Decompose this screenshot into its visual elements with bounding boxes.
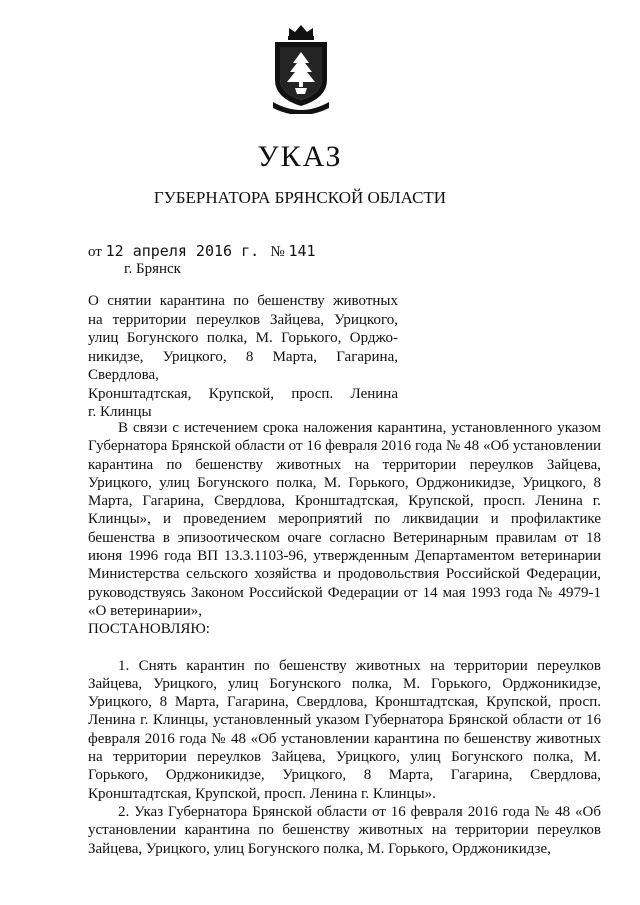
item-1-paragraph: 1. Снять карантин по бешенству животных на территории переулков Зайцева, Урицкого, улиц Богунского полка, М. Горького, Орджоникидзе, Урицкого, 8 Марта, Гагарина, Свердлова, Кронштадтская, Крупской, просп. Ленина г. Клинцы, установленный указом Губернатора Брянской области от 16 февраля 2016 года № 48 «Об установлении карантина по бешенству животных на территории переулков Зайцева, Урицкого, улиц Богунского полка, М. Горького, Орджоникидзе, Урицкого, 8 Марта, Гагарина, Свердлова, Кронштадтская, Крупской, просп. Ленина г. Клинцы». bbox=[88, 657, 601, 802]
item-2-paragraph: 2. Указ Губернатора Брянской области от 16 февраля 2016 года № 48 «Об установлении карантина по бешенству животных на территории переулков Зайцева, Урицкого, улиц Богунского полка, М. Горького, Орджоникидзе, bbox=[88, 803, 601, 857]
subject-line: г. Клинцы bbox=[88, 404, 152, 420]
number-sign: № bbox=[270, 244, 285, 260]
subject-line: никидзе, Урицкого, 8 Марта, Гагарина, Свердлова, bbox=[88, 348, 398, 383]
subject-line: О снятии карантина по бешенству животных bbox=[88, 293, 398, 309]
preamble-paragraph: В связи с истечением срока наложения карантина, установленного указом Губернатора Брянской области от 16 февраля 2016 года № 48 «Об установлении карантина по бешенству животных на территории переулков Зайцева, Урицкого, улиц Богунского полка, М. Горького, Орджоникидзе, Урицкого, 8 Марта, Гагарина, Свердлова, Кронштадтская, Крупской, просп. Ленина г. Клинцы», и проведением мероприятий по ликвидации и профилактике бешенства в эпизоотическом очаге согласно Ветеринарным правилам от 18 июня 1996 года ВП 13.3.1103-96, утвержденным Департаментом ветеринарии Министерства сельского хозяйства и продовольствия Российской Федерации, руководствуясь Законом Российской Федерации от 14 мая 1993 года № 4979-1 «О ветеринарии», bbox=[88, 420, 601, 619]
document-city: г. Брянск bbox=[124, 261, 181, 277]
coat-of-arms-emblem-icon bbox=[269, 22, 333, 114]
date-number-line bbox=[88, 242, 316, 261]
date-prefix: от bbox=[88, 244, 102, 260]
document-subtitle: ГУБЕРНАТОРА БРЯНСКОЙ ОБЛАСТИ bbox=[153, 188, 447, 207]
document-body bbox=[88, 419, 601, 858]
subject-line: улиц Богунского полка, М. Горького, Орджо- bbox=[88, 330, 398, 346]
document-title: УКАЗ bbox=[257, 140, 343, 173]
subject-line: на территории переулков Зайцева, Урицкого, bbox=[88, 311, 398, 328]
document-subject bbox=[88, 292, 398, 422]
document-number: 141 bbox=[288, 242, 316, 260]
document-date: 12 апреля 2016 г. bbox=[105, 242, 260, 260]
subject-line: Кронштадтская, Крупской, просп. Ленина bbox=[88, 385, 398, 402]
decree-word: ПОСТАНОВЛЯЮ: bbox=[88, 621, 210, 638]
